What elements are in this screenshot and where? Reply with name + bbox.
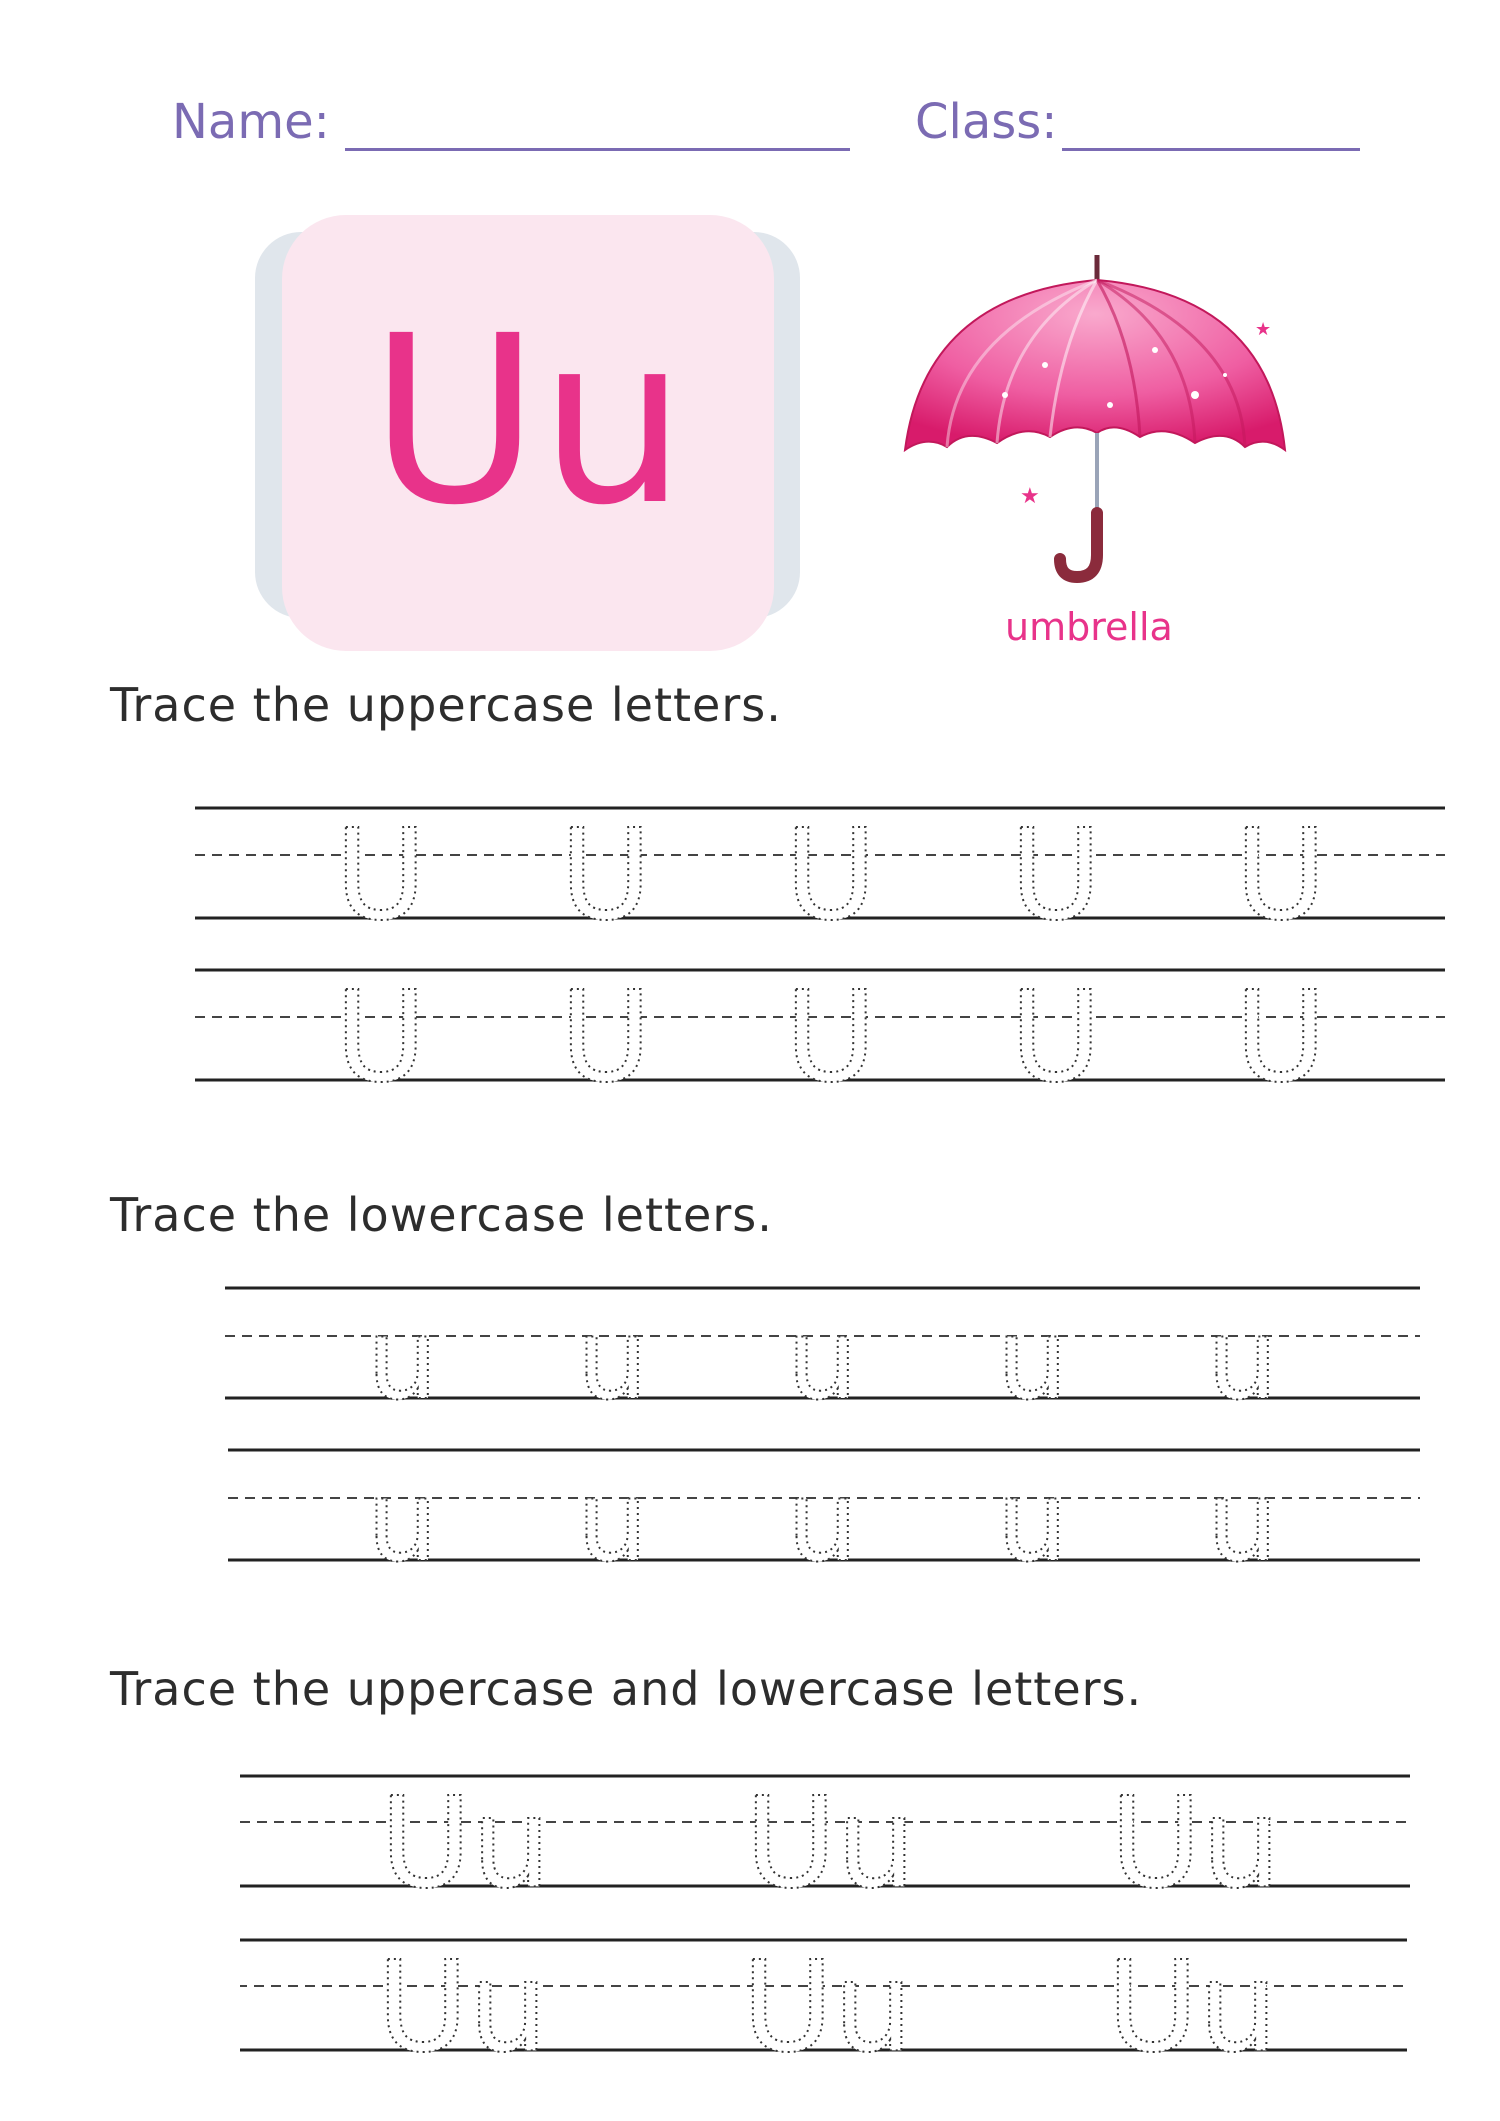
class-field[interactable] — [1062, 148, 1360, 151]
trace-letter[interactable]: U — [785, 803, 877, 948]
instruction-lowercase: Trace the lowercase letters. — [110, 1188, 773, 1242]
trace-row — [195, 803, 1445, 948]
trace-letter[interactable]: U — [785, 965, 877, 1090]
trace-letter[interactable]: u — [787, 1295, 858, 1425]
svg-text:★: ★ — [1255, 319, 1272, 340]
name-label: Name: — [172, 94, 330, 150]
trace-block-mixed — [240, 1768, 1410, 2060]
trace-letter[interactable]: u — [997, 1457, 1068, 1570]
trace-letter-pair[interactable]: Uu — [377, 1935, 548, 2060]
letter-card — [282, 215, 774, 651]
trace-letter[interactable]: u — [367, 1295, 438, 1425]
trace-letter[interactable]: U — [1235, 965, 1327, 1090]
trace-letter[interactable]: u — [577, 1295, 648, 1425]
trace-letter-pair[interactable]: Uu — [380, 1771, 551, 1916]
name-field[interactable] — [345, 148, 850, 151]
trace-row — [240, 1935, 1407, 2060]
trace-letter[interactable]: U — [335, 965, 427, 1090]
trace-row — [195, 965, 1445, 1090]
instruction-mixed: Trace the uppercase and lowercase letters. — [110, 1662, 1143, 1716]
trace-letter[interactable]: u — [1207, 1457, 1278, 1570]
trace-letter[interactable]: U — [1235, 803, 1327, 948]
umbrella-icon — [895, 255, 1295, 595]
class-label: Class: — [915, 94, 1058, 150]
trace-letter-pair[interactable]: Uu — [745, 1771, 916, 1916]
instruction-uppercase: Trace the uppercase letters. — [110, 678, 782, 732]
trace-letter[interactable]: u — [367, 1457, 438, 1570]
trace-row — [225, 1288, 1420, 1425]
trace-letter[interactable]: u — [577, 1457, 648, 1570]
trace-block-lowercase — [225, 1280, 1420, 1570]
trace-row — [228, 1450, 1420, 1570]
trace-letter[interactable]: u — [997, 1295, 1068, 1425]
trace-letter-pair[interactable]: Uu — [1107, 1935, 1278, 2060]
trace-letter-pair[interactable]: Uu — [1110, 1771, 1281, 1916]
trace-block-uppercase — [195, 800, 1445, 1090]
trace-letter[interactable]: u — [787, 1457, 858, 1570]
trace-row — [240, 1771, 1410, 1916]
trace-letter[interactable]: U — [560, 965, 652, 1090]
trace-letter[interactable]: U — [335, 803, 427, 948]
picture-caption: umbrella — [1005, 605, 1173, 649]
big-letter: Uu — [369, 286, 687, 556]
trace-letter[interactable]: u — [1207, 1295, 1278, 1425]
trace-letter[interactable]: U — [560, 803, 652, 948]
trace-letter[interactable]: U — [1010, 803, 1102, 948]
trace-letter-pair[interactable]: Uu — [742, 1935, 913, 2060]
trace-letter[interactable]: U — [1010, 965, 1102, 1090]
svg-text:★: ★ — [1020, 484, 1040, 509]
